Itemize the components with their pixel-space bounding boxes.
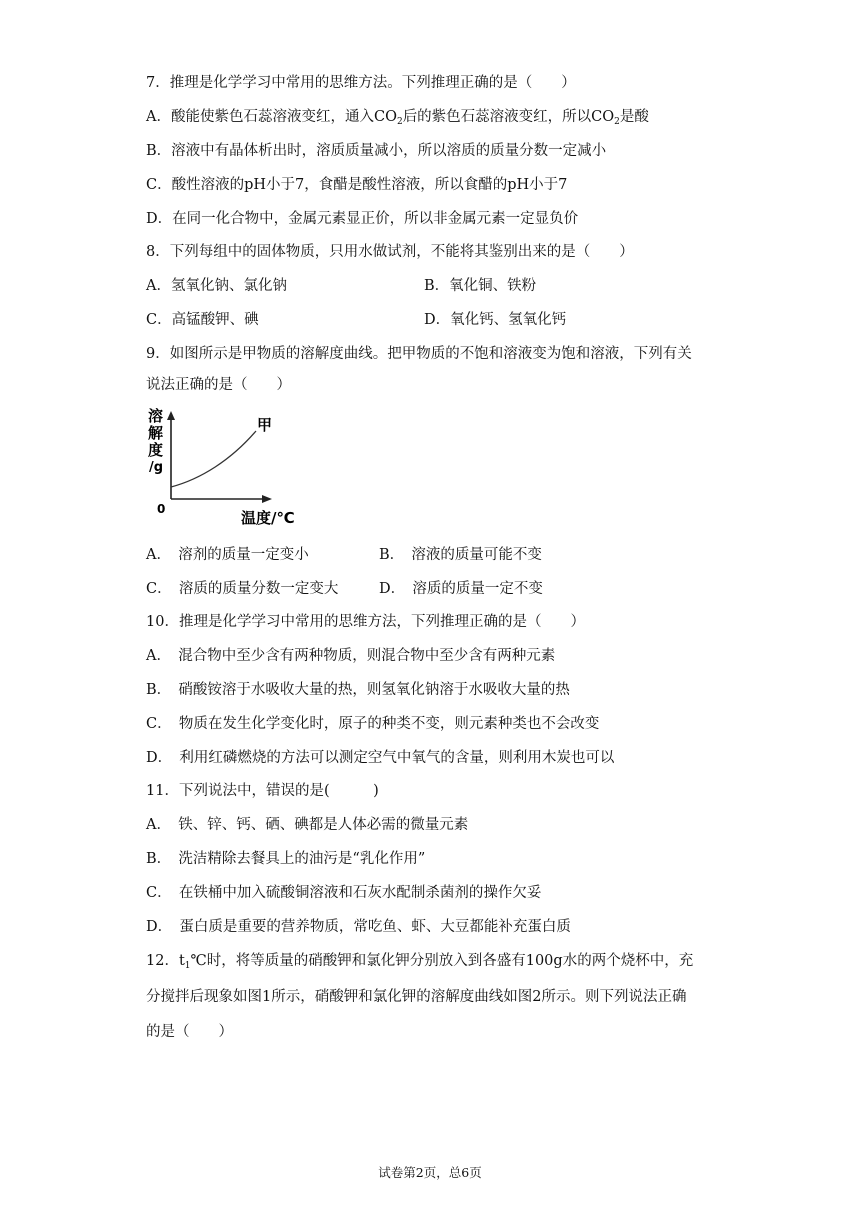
y-axis-arrow: [167, 411, 175, 420]
q12-stem-line2: 分搅拌后现象如图1所示，硝酸钾和氯化钾的溶解度曲线如图2所示。则下列说法正确: [146, 989, 687, 1005]
q7-option-d: D．在同一化合物中，金属元素显正价，所以非金属元素一定显负价: [146, 211, 579, 227]
q12-stem-line1: [146, 951, 693, 976]
q8-option-d: D．氧化钙、氢氧化钙: [424, 312, 567, 328]
q9-stem-line2: 说法正确的是（ ）: [146, 377, 291, 393]
q7-option-a-text3: 是酸: [619, 109, 649, 125]
q9-stem-line1: 9．如图所示是甲物质的溶解度曲线。把甲物质的不饱和溶液变为饱和溶液，下列有关: [146, 346, 692, 362]
solubility-chart: [146, 405, 316, 530]
y-label-char-3: 度: [148, 441, 164, 459]
q7-option-a-sub1: 2: [396, 117, 403, 127]
q7-stem: 7．推理是化学学习中常用的思维方法。下列推理正确的是（ ）: [146, 75, 576, 91]
q9-option-c: C． 溶质的质量分数一定变大: [146, 581, 339, 597]
q7-option-a-text1: A．酸能使紫色石蕊溶液变红，通入CO: [146, 109, 397, 125]
q11-option-c: C． 在铁桶中加入硫酸铜溶液和石灰水配制杀菌剂的操作欠妥: [146, 885, 542, 901]
q12-stem-text2: ℃时，将等质量的硝酸钾和氯化钾分别放入到各盛有100g水的两个烧杯中，充: [190, 953, 694, 969]
x-axis-label: 温度/℃: [241, 509, 295, 527]
q11-option-d: D． 蛋白质是重要的营养物质，常吃鱼、虾、大豆都能补充蛋白质: [146, 919, 571, 935]
q11-stem: 11．下列说法中，错误的是( ): [146, 783, 379, 799]
q12-stem-text1: 12．t: [146, 953, 185, 969]
q8-option-c: C．高锰酸钾、碘: [146, 312, 259, 328]
q7-option-a: [146, 107, 649, 132]
series-line-jia: [171, 431, 256, 487]
origin-label: 0: [157, 502, 166, 516]
q11-option-a: A． 铁、锌、钙、硒、碘都是人体必需的微量元素: [146, 817, 469, 833]
y-label-char-4: /g: [149, 460, 164, 475]
q7-option-c: C．酸性溶液的pH小于7，食醋是酸性溶液，所以食醋的pH小于7: [146, 177, 568, 193]
q10-option-a: A． 混合物中至少含有两种物质，则混合物中至少含有两种元素: [146, 648, 556, 664]
page-footer: 试卷第2页，总6页: [378, 1165, 482, 1180]
q9-option-b: B． 溶液的质量可能不变: [379, 547, 542, 563]
q7-option-a-sub2: 2: [614, 117, 620, 127]
q10-stem: 10．推理是化学学习中常用的思维方法，下列推理正确的是（ ）: [146, 614, 585, 630]
q9-option-d: D． 溶质的质量一定不变: [379, 581, 543, 597]
q9-option-a: A． 溶剂的质量一定变小: [146, 547, 309, 563]
q11-option-b: B． 洗洁精除去餐具上的油污是“乳化作用”: [146, 851, 426, 867]
x-axis-arrow: [262, 495, 272, 503]
q8-stem: 8．下列每组中的固体物质，只用水做试剂，不能将其鉴别出来的是（ ）: [146, 244, 634, 260]
q7-option-b: B．溶液中有晶体析出时，溶质质量减小，所以溶质的质量分数一定减小: [146, 143, 607, 159]
q10-option-c: C． 物质在发生化学变化时，原子的种类不变，则元素种类也不会改变: [146, 716, 600, 732]
q10-option-b: B． 硝酸铵溶于水吸收大量的热，则氢氧化钠溶于水吸收大量的热: [146, 682, 570, 698]
q12-stem-sub: 1: [184, 961, 191, 971]
q8-option-a: A．氢氧化钠、氯化钠: [146, 278, 287, 294]
q10-option-d: D． 利用红磷燃烧的方法可以测定空气中氧气的含量，则利用木炭也可以: [146, 750, 615, 766]
y-label-char-2: 解: [148, 424, 164, 442]
q12-stem-line3: 的是（ ）: [146, 1024, 233, 1040]
y-label-char-1: 溶: [148, 407, 164, 425]
q8-option-b: B．氧化铜、铁粉: [424, 278, 537, 294]
series-label-jia: 甲: [257, 416, 273, 434]
q7-option-a-text2: 后的紫色石蕊溶液变红，所以CO: [402, 109, 615, 125]
